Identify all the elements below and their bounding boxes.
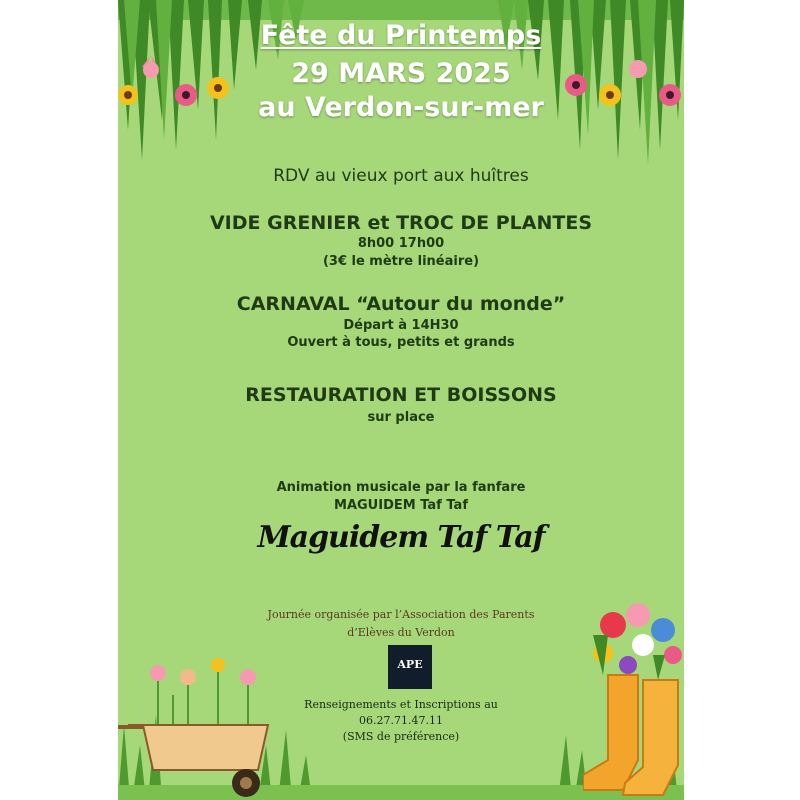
wheelbarrow-icon [118, 655, 278, 800]
boots-icon [583, 595, 684, 800]
organizer-line1: Journée organisée par l’Association des Parents [267, 608, 535, 621]
contact-phone: 06.27.71.47.11 [359, 714, 443, 727]
event-date: 29 MARS 2025 [291, 58, 511, 89]
vide-grenier-heading: VIDE GRENIER et TROC DE PLANTES [209, 212, 593, 234]
contact-line1: Renseignements et Inscriptions au [304, 698, 498, 711]
animation-line1: Animation musicale par la fanfare [276, 480, 526, 495]
event-title: Fête du Printemps [260, 20, 542, 51]
restauration-location: sur place [367, 410, 435, 425]
ape-logo [388, 645, 432, 689]
carnaval-departure: Départ à 14H30 [343, 318, 459, 333]
carnaval-heading: CARNAVAL “Autour du monde” [236, 293, 566, 315]
restauration-heading: RESTAURATION ET BOISSONS [245, 384, 557, 406]
event-place: au Verdon-sur-mer [258, 92, 544, 123]
fanfare-logo: Maguidem Taf Taf [257, 520, 545, 555]
organizer-line2: d’Elèves du Verdon [347, 626, 455, 639]
poster [118, 0, 684, 800]
contact-note: (SMS de préférence) [342, 730, 460, 743]
meeting-point: RDV au vieux port aux huîtres [273, 166, 529, 186]
ape-logo-text: APE [397, 658, 423, 671]
animation-line2: MAGUIDEM Taf Taf [334, 498, 468, 513]
vide-grenier-price: (3€ le mètre linéaire) [322, 254, 480, 269]
carnaval-audience: Ouvert à tous, petits et grands [287, 335, 515, 350]
vide-grenier-hours: 8h00 17h00 [357, 236, 445, 251]
